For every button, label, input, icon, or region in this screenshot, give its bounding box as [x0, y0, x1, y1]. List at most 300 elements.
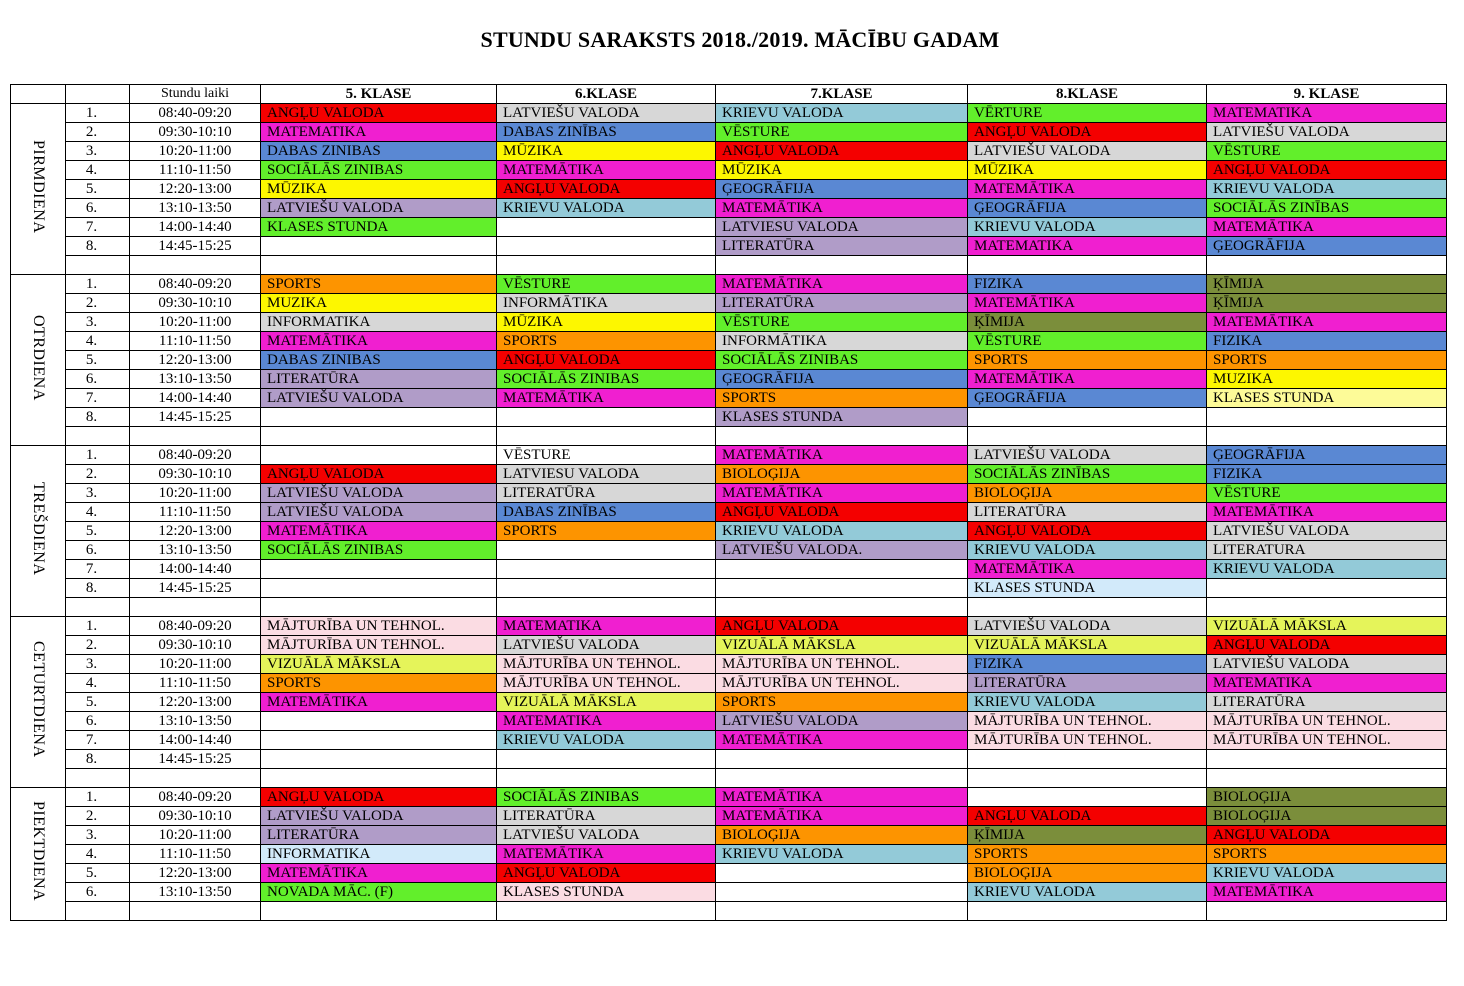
lesson-row [11, 351, 1447, 370]
subject-cell [968, 408, 1207, 427]
subject-cell: ANGĻU VALODA [968, 123, 1207, 142]
lesson-time: 08:40-09:20 [130, 788, 261, 807]
subject-cell: VĒSTURE [1207, 142, 1447, 161]
subject-cell: LATVIEŠU VALODA [497, 826, 716, 845]
subject-cell [716, 864, 968, 883]
empty-cell [497, 598, 716, 617]
subject-cell: ANGĻU VALODA [497, 180, 716, 199]
spacer-row [11, 598, 1447, 617]
lesson-time: 13:10-13:50 [130, 199, 261, 218]
lesson-time: 13:10-13:50 [130, 712, 261, 731]
subject-cell [1207, 750, 1447, 769]
lesson-time: 09:30-10:10 [130, 636, 261, 655]
subject-cell: KRIEVU VALODA [1207, 180, 1447, 199]
empty-cell [968, 256, 1207, 275]
subject-cell: MATEMATIKA [261, 123, 497, 142]
schedule-table [10, 84, 1447, 921]
lesson-row [11, 731, 1447, 750]
subject-cell: MŪZIKA [497, 142, 716, 161]
lesson-row [11, 674, 1447, 693]
lesson-number: 2. [66, 294, 130, 313]
lesson-time: 11:10-11:50 [130, 332, 261, 351]
subject-cell: SOCIĀLĀS ZINIBAS [497, 788, 716, 807]
subject-cell: KLASES STUNDA [968, 579, 1207, 598]
lesson-time: 09:30-10:10 [130, 123, 261, 142]
subject-cell: LATVIEŠU VALODA. [716, 541, 968, 560]
lesson-row [11, 750, 1447, 769]
subject-cell: FIZIKA [968, 275, 1207, 294]
subject-cell: MATEMATIKA [497, 712, 716, 731]
subject-cell: MATEMĀTIKA [716, 275, 968, 294]
subject-cell: LITERATŪRA [497, 807, 716, 826]
lesson-time: 14:45-15:25 [130, 408, 261, 427]
subject-cell: LATVIEŠU VALODA [968, 617, 1207, 636]
subject-cell: VĒSTURE [716, 123, 968, 142]
empty-cell [497, 256, 716, 275]
subject-cell: SOCIĀLĀS ZINIBAS [497, 370, 716, 389]
lesson-time: 08:40-09:20 [130, 104, 261, 123]
subject-cell: LITERATŪRA [716, 294, 968, 313]
day-name-cell [11, 617, 66, 788]
subject-cell: MATEMĀTIKA [1207, 218, 1447, 237]
header-day-cell [11, 85, 66, 104]
empty-cell [1207, 902, 1447, 921]
lesson-row [11, 522, 1447, 541]
subject-cell: MATEMĀTIKA [716, 446, 968, 465]
subject-cell [497, 408, 716, 427]
lesson-row [11, 142, 1447, 161]
subject-cell [716, 560, 968, 579]
subject-cell [968, 750, 1207, 769]
lesson-row [11, 408, 1447, 427]
empty-cell [497, 769, 716, 788]
empty-cell [968, 769, 1207, 788]
subject-cell [497, 541, 716, 560]
empty-cell [1207, 769, 1447, 788]
subject-cell: VĒSTURE [497, 275, 716, 294]
lesson-row [11, 579, 1447, 598]
subject-cell: MATEMĀTIKA [968, 370, 1207, 389]
lesson-number: 6. [66, 883, 130, 902]
lesson-time: 12:20-13:00 [130, 864, 261, 883]
day-name: CETURTDIENA [30, 641, 47, 758]
header-class-9: 9. KLASE [1207, 85, 1447, 104]
subject-cell: KRIEVU VALODA [968, 218, 1207, 237]
subject-cell: SPORTS [716, 693, 968, 712]
subject-cell: LITERATŪRA [968, 503, 1207, 522]
subject-cell [497, 560, 716, 579]
subject-cell: MĀJTURĪBA UN TEHNOL. [1207, 712, 1447, 731]
lesson-number: 3. [66, 313, 130, 332]
lesson-time: 11:10-11:50 [130, 161, 261, 180]
lesson-time: 09:30-10:10 [130, 465, 261, 484]
subject-cell: SOCIĀLĀS ZINĪBAS [968, 465, 1207, 484]
subject-cell: SPORTS [261, 275, 497, 294]
lesson-row [11, 617, 1447, 636]
lesson-time: 09:30-10:10 [130, 294, 261, 313]
empty-cell [1207, 598, 1447, 617]
subject-cell: BIOLOĢIJA [716, 465, 968, 484]
subject-cell: VIZUĀLĀ MĀKSLA [1207, 617, 1447, 636]
lesson-row [11, 636, 1447, 655]
empty-cell [261, 769, 497, 788]
subject-cell: MATEMĀTIKA [261, 522, 497, 541]
lesson-time: 08:40-09:20 [130, 617, 261, 636]
subject-cell [261, 731, 497, 750]
lesson-time: 10:20-11:00 [130, 655, 261, 674]
empty-cell [497, 427, 716, 446]
subject-cell [716, 750, 968, 769]
lesson-row [11, 712, 1447, 731]
lesson-time: 12:20-13:00 [130, 693, 261, 712]
subject-cell: KLASES STUNDA [1207, 389, 1447, 408]
subject-cell: MĀJTURĪBA UN TEHNOL. [261, 617, 497, 636]
day-name-cell [11, 104, 66, 275]
subject-cell: LATVIEŠU VALODA [1207, 522, 1447, 541]
subject-cell: KLASES STUNDA [261, 218, 497, 237]
lesson-time: 11:10-11:50 [130, 845, 261, 864]
lesson-number: 1. [66, 617, 130, 636]
header-row [11, 85, 1447, 104]
subject-cell: DABAS ZINIBAS [261, 142, 497, 161]
subject-cell: LATVIEŠU VALODA [1207, 123, 1447, 142]
lesson-row [11, 180, 1447, 199]
day-name: OTRDIENA [30, 314, 47, 401]
subject-cell: ĢEOGRĀFIJA [716, 370, 968, 389]
subject-cell: FIZIKA [1207, 465, 1447, 484]
lesson-row [11, 864, 1447, 883]
lesson-time: 11:10-11:50 [130, 503, 261, 522]
lesson-row [11, 104, 1447, 123]
subject-cell: VĒSTURE [1207, 484, 1447, 503]
subject-cell: BIOLOĢIJA [716, 826, 968, 845]
empty-cell [968, 427, 1207, 446]
lesson-row [11, 199, 1447, 218]
header-num-cell [66, 85, 130, 104]
subject-cell: LATVIEŠU VALODA [1207, 655, 1447, 674]
lesson-number: 7. [66, 731, 130, 750]
empty-cell [716, 256, 968, 275]
subject-cell: ANGĻU VALODA [716, 617, 968, 636]
header-time-label: Stundu laiki [130, 85, 261, 104]
subject-cell: KRIEVU VALODA [716, 104, 968, 123]
empty-cell [968, 902, 1207, 921]
header-class-7: 7.KLASE [716, 85, 968, 104]
subject-cell: MATEMĀTIKA [968, 560, 1207, 579]
empty-cell [130, 598, 261, 617]
subject-cell [497, 218, 716, 237]
lesson-row [11, 237, 1447, 256]
subject-cell: LITERATŪRA [497, 484, 716, 503]
empty-cell [66, 902, 130, 921]
subject-cell: FIZIKA [1207, 332, 1447, 351]
lesson-number: 1. [66, 275, 130, 294]
lesson-time: 10:20-11:00 [130, 484, 261, 503]
subject-cell [1207, 408, 1447, 427]
subject-cell: MATEMĀTIKA [1207, 503, 1447, 522]
lesson-time: 12:20-13:00 [130, 180, 261, 199]
subject-cell: BIOLOĢIJA [1207, 807, 1447, 826]
lesson-time: 09:30-10:10 [130, 807, 261, 826]
day-name-cell [11, 446, 66, 617]
lesson-time: 13:10-13:50 [130, 883, 261, 902]
subject-cell: MATEMĀTIKA [716, 199, 968, 218]
subject-cell: MATEMĀTIKA [716, 731, 968, 750]
subject-cell: KRIEVU VALODA [1207, 864, 1447, 883]
subject-cell: KRIEVU VALODA [497, 199, 716, 218]
subject-cell: DABAS ZINĪBAS [497, 503, 716, 522]
lesson-time: 14:45-15:25 [130, 237, 261, 256]
subject-cell: VIZUĀLĀ MĀKSLA [968, 636, 1207, 655]
empty-cell [130, 902, 261, 921]
empty-cell [130, 427, 261, 446]
lesson-row [11, 313, 1447, 332]
subject-cell [261, 446, 497, 465]
lesson-number: 3. [66, 655, 130, 674]
subject-cell: MUZIKA [261, 294, 497, 313]
subject-cell: MĀJTURĪBA UN TEHNOL. [716, 655, 968, 674]
subject-cell: ANGĻU VALODA [968, 807, 1207, 826]
lesson-row [11, 503, 1447, 522]
subject-cell [261, 237, 497, 256]
subject-cell: ANGĻU VALODA [1207, 161, 1447, 180]
subject-cell: SOCIĀLĀS ZINĪBAS [1207, 199, 1447, 218]
day-name: PIRMDIENA [30, 139, 47, 234]
subject-cell: LATVIESU VALODA [497, 465, 716, 484]
subject-cell: LITERATŪRA [716, 237, 968, 256]
subject-cell: FIZIKA [968, 655, 1207, 674]
spacer-row [11, 769, 1447, 788]
subject-cell: NOVADA MĀC. (F) [261, 883, 497, 902]
lesson-row [11, 123, 1447, 142]
header-class-5: 5. KLASE [261, 85, 497, 104]
subject-cell: LATVIEŠU VALODA [261, 199, 497, 218]
lesson-row [11, 332, 1447, 351]
lesson-time: 10:20-11:00 [130, 142, 261, 161]
lesson-row [11, 275, 1447, 294]
lesson-time: 13:10-13:50 [130, 541, 261, 560]
subject-cell [261, 712, 497, 731]
lesson-row [11, 465, 1447, 484]
lesson-number: 2. [66, 636, 130, 655]
subject-cell: ĢEOGRĀFIJA [968, 389, 1207, 408]
subject-cell [716, 883, 968, 902]
subject-cell: LATVIESU VALODA [716, 218, 968, 237]
lesson-time: 11:10-11:50 [130, 674, 261, 693]
subject-cell: SPORTS [968, 351, 1207, 370]
subject-cell: ANGĻU VALODA [716, 503, 968, 522]
subject-cell: MATEMĀTIKA [968, 180, 1207, 199]
lesson-row [11, 541, 1447, 560]
subject-cell: SPORTS [497, 332, 716, 351]
subject-cell: LITERATŪRA [261, 370, 497, 389]
subject-cell: ANGĻU VALODA [716, 142, 968, 161]
subject-cell: LATVIEŠU VALODA [261, 484, 497, 503]
lesson-row [11, 826, 1447, 845]
subject-cell [497, 750, 716, 769]
subject-cell: LITERATŪRA [261, 826, 497, 845]
subject-cell [1207, 579, 1447, 598]
subject-cell: LITERATŪRA [968, 674, 1207, 693]
lesson-number: 5. [66, 180, 130, 199]
subject-cell: LATVIEŠU VALODA [497, 636, 716, 655]
lesson-row [11, 161, 1447, 180]
empty-cell [261, 256, 497, 275]
subject-cell: ANGĻU VALODA [1207, 636, 1447, 655]
subject-cell: MATEMATIKA [497, 617, 716, 636]
lesson-time: 14:00-14:40 [130, 731, 261, 750]
subject-cell: ĢEOGRĀFIJA [968, 199, 1207, 218]
subject-cell: KRIEVU VALODA [1207, 560, 1447, 579]
subject-cell: ĶĪMIJA [1207, 294, 1447, 313]
subject-cell: SPORTS [968, 845, 1207, 864]
lesson-number: 3. [66, 826, 130, 845]
subject-cell: KRIEVU VALODA [716, 522, 968, 541]
lesson-time: 08:40-09:20 [130, 275, 261, 294]
subject-cell: KRIEVU VALODA [716, 845, 968, 864]
subject-cell: SPORTS [1207, 845, 1447, 864]
lesson-number: 4. [66, 161, 130, 180]
subject-cell: SOCIĀLĀS ZINIBAS [716, 351, 968, 370]
empty-cell [66, 427, 130, 446]
subject-cell: SPORTS [497, 522, 716, 541]
lesson-number: 6. [66, 370, 130, 389]
lesson-time: 14:00-14:40 [130, 389, 261, 408]
header-class-8: 8.KLASE [968, 85, 1207, 104]
subject-cell: SPORTS [261, 674, 497, 693]
subject-cell: MATEMĀTIKA [261, 693, 497, 712]
subject-cell: KRIEVU VALODA [968, 883, 1207, 902]
subject-cell: ANGĻU VALODA [261, 788, 497, 807]
subject-cell: MATEMĀTIKA [1207, 883, 1447, 902]
subject-cell: MĀJTURĪBA UN TEHNOL. [497, 655, 716, 674]
empty-cell [130, 769, 261, 788]
subject-cell: BIOLOĢIJA [1207, 788, 1447, 807]
empty-cell [716, 769, 968, 788]
subject-cell: MATEMATIKA [1207, 104, 1447, 123]
empty-cell [66, 598, 130, 617]
subject-cell: MĀJTURĪBA UN TEHNOL. [261, 636, 497, 655]
lesson-number: 2. [66, 465, 130, 484]
lesson-row [11, 560, 1447, 579]
subject-cell: DABAS ZINIBAS [261, 351, 497, 370]
lesson-time: 10:20-11:00 [130, 826, 261, 845]
subject-cell: MATEMĀTIKA [716, 484, 968, 503]
lesson-row [11, 845, 1447, 864]
subject-cell: MĀJTURĪBA UN TEHNOL. [716, 674, 968, 693]
day-name-cell [11, 788, 66, 921]
lesson-number: 1. [66, 788, 130, 807]
spacer-row [11, 427, 1447, 446]
subject-cell: KLASES STUNDA [497, 883, 716, 902]
subject-cell: ANGĻU VALODA [1207, 826, 1447, 845]
subject-cell: VĒSTURE [968, 332, 1207, 351]
subject-cell: LATVIEŠU VALODA [261, 389, 497, 408]
empty-cell [66, 769, 130, 788]
subject-cell: KLASES STUNDA [716, 408, 968, 427]
empty-cell [261, 427, 497, 446]
subject-cell: INFORMATIKA [261, 313, 497, 332]
spacer-row [11, 902, 1447, 921]
subject-cell: LATVIEŠU VALODA [968, 142, 1207, 161]
subject-cell: BIOLOĢIJA [968, 864, 1207, 883]
empty-cell [716, 427, 968, 446]
subject-cell: MATEMĀTIKA [968, 294, 1207, 313]
subject-cell: BIOLOĢIJA [968, 484, 1207, 503]
subject-cell: MŪZIKA [261, 180, 497, 199]
lesson-number: 1. [66, 104, 130, 123]
lesson-number: 5. [66, 522, 130, 541]
lesson-number: 4. [66, 332, 130, 351]
subject-cell: SOCIĀLĀS ZINIBAS [261, 161, 497, 180]
subject-cell [716, 579, 968, 598]
subject-cell: KRIEVU VALODA [968, 693, 1207, 712]
subject-cell: ĶĪMIJA [968, 313, 1207, 332]
lesson-number: 5. [66, 351, 130, 370]
lesson-number: 3. [66, 142, 130, 161]
empty-cell [497, 902, 716, 921]
subject-cell: ANGĻU VALODA [261, 465, 497, 484]
lesson-time: 10:20-11:00 [130, 313, 261, 332]
lesson-number: 4. [66, 845, 130, 864]
subject-cell [497, 237, 716, 256]
lesson-number: 3. [66, 484, 130, 503]
lesson-number: 6. [66, 199, 130, 218]
subject-cell: MĀJTURĪBA UN TEHNOL. [968, 712, 1207, 731]
lesson-number: 8. [66, 579, 130, 598]
schedule-body [11, 104, 1447, 921]
subject-cell: INFORMĀTIKA [497, 294, 716, 313]
subject-cell: SPORTS [1207, 351, 1447, 370]
subject-cell: INFORMĀTIKA [716, 332, 968, 351]
subject-cell: VĒSTURE [716, 313, 968, 332]
lesson-time: 14:45-15:25 [130, 750, 261, 769]
subject-cell: VIZUĀLĀ MĀKSLA [261, 655, 497, 674]
subject-cell: VĒRTURE [968, 104, 1207, 123]
lesson-row [11, 218, 1447, 237]
lesson-time: 14:00-14:40 [130, 560, 261, 579]
subject-cell: LITERATURA [1207, 541, 1447, 560]
empty-cell [261, 902, 497, 921]
subject-cell: ANGĻU VALODA [497, 351, 716, 370]
subject-cell: MŪZIKA [968, 161, 1207, 180]
header-class-6: 6.KLASE [497, 85, 716, 104]
lesson-number: 4. [66, 503, 130, 522]
lesson-time: 14:45-15:25 [130, 579, 261, 598]
page-title: STUNDU SARAKSTS 2018./2019. MĀCĪBU GADAM [480, 27, 1000, 52]
subject-cell: VĒSTURE [497, 446, 716, 465]
lesson-number: 7. [66, 218, 130, 237]
subject-cell: MATEMĀTIKA [1207, 313, 1447, 332]
subject-cell: LATVIEŠU VALODA [261, 503, 497, 522]
lesson-time: 12:20-13:00 [130, 351, 261, 370]
subject-cell [968, 788, 1207, 807]
empty-cell [261, 598, 497, 617]
subject-cell: MATEMĀTIKA [497, 389, 716, 408]
empty-cell [968, 598, 1207, 617]
subject-cell [261, 750, 497, 769]
subject-cell: VIZUĀLĀ MĀKSLA [497, 693, 716, 712]
subject-cell: ĶĪMIJA [1207, 275, 1447, 294]
empty-cell [716, 598, 968, 617]
subject-cell: LITERATŪRA [1207, 693, 1447, 712]
lesson-number: 6. [66, 712, 130, 731]
subject-cell: MĀJTURĪBA UN TEHNOL. [968, 731, 1207, 750]
subject-cell: ANGĻU VALODA [261, 104, 497, 123]
empty-cell [1207, 256, 1447, 275]
subject-cell [497, 579, 716, 598]
subject-cell: MATEMĀTIKA [261, 332, 497, 351]
